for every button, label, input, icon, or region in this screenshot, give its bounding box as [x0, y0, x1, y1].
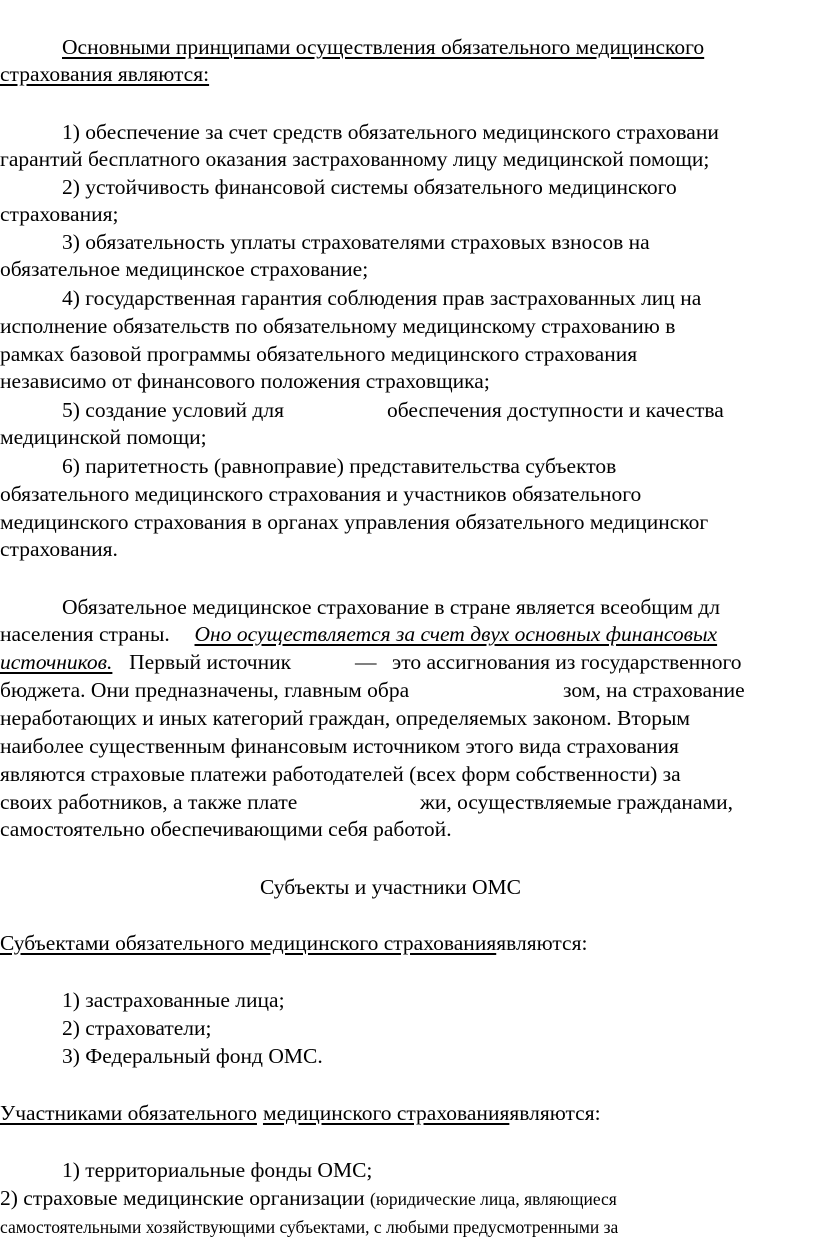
financing-line5: неработающих и иных категорий граждан, определяемых законом. Вторым [0, 706, 691, 730]
principle-5-line1b: обеспечения доступности и качества [387, 398, 724, 422]
principle-2-line2: страхования; [0, 202, 119, 226]
financing-line2-italic: Оно осуществляется за счет двух основных финансовых [194, 622, 718, 646]
principle-3-line2: обязательное медицинское страхование; [0, 257, 369, 281]
principles-heading-line2: страхования являются: [0, 62, 210, 86]
financing-line6: наиболее существенным финансовым источником этого вида страхования [0, 734, 679, 758]
principle-4-line2: исполнение обязательств по обязательному медицинскому страхованию в [0, 314, 676, 338]
principle-4-line4: независимо от финансового положения страховщика; [0, 369, 490, 393]
principle-3-line1: 3) обязательность уплаты страхователями страховых взносов на [62, 230, 650, 254]
financing-line4b: зом, на страхование [563, 678, 745, 702]
principle-6-line4: страхования. [0, 537, 118, 561]
subjects-intro-underlined: Субъектами обязательного медицинского страхования [0, 931, 497, 955]
principle-6-line1: 6) паритетность (равноправие) представительства субъектов [62, 454, 617, 478]
subject-item-1: 1) застрахованные лица; [62, 988, 285, 1012]
subject-item-2: 2) страхователи; [62, 1016, 212, 1040]
participant-item-2-note-b: самостоятельными хозяйствующими субъектами, с любыми предусмотренными за [0, 1217, 619, 1237]
participants-intro-rest: являются: [509, 1101, 601, 1125]
participant-item-1: 1) территориальные фонды ОМС; [62, 1158, 373, 1182]
financing-line3-dash: — [355, 650, 377, 674]
subject-item-3: 3) Федеральный фонд ОМС. [62, 1044, 323, 1068]
financing-line2-plain: населения страны. [0, 622, 170, 646]
financing-line4a: бюджета. Они предназначены, главным обра [0, 678, 410, 702]
financing-line3-plain-b: это ассигнования из государственного [392, 650, 742, 674]
financing-line3 [0, 649, 291, 675]
financing-line2 [0, 621, 717, 647]
financing-line1: Обязательное медицинское страхование в стране является всеобщим дл [62, 595, 720, 619]
financing-line7: являются страховые платежи работодателей (всех форм собственности) за [0, 762, 681, 786]
principles-heading-line1: Основными принципами осуществления обязательного медицинского [62, 35, 705, 59]
financing-line8a: своих работников, а также плате [0, 790, 298, 814]
principle-1-line1: 1) обеспечение за счет средств обязательного медицинского страховани [62, 120, 719, 144]
section-title: Субъекты и участники ОМС [260, 875, 521, 899]
principle-5-line2: медицинской помощи; [0, 425, 207, 449]
participant-item-2-note-a: (юридические лица, являющиеся [370, 1189, 617, 1209]
participant-item-2-main: 2) страховые медицинские организации [0, 1186, 365, 1210]
participants-intro-underlined-b: медицинского страхования [262, 1101, 510, 1125]
principle-4-line3: рамках базовой программы обязательного медицинского страхования [0, 342, 638, 366]
principle-6-line2: обязательного медицинского страхования и участников обязательного [0, 482, 642, 506]
financing-line3-italic: источников. [0, 650, 113, 674]
financing-line9: самостоятельно обеспечивающими себя работой. [0, 817, 452, 841]
participants-intro-underlined-a: Участниками обязательного [0, 1101, 257, 1125]
principle-6-line3: медицинского страхования в органах управления обязательного медицинског [0, 510, 709, 534]
principle-4-line1: 4) государственная гарантия соблюдения прав застрахованных лиц на [62, 286, 702, 310]
principle-5-line1a: 5) создание условий для [62, 398, 284, 422]
principle-1-line2: гарантий бесплатного оказания застрахованному лицу медицинской помощи; [0, 147, 710, 171]
participant-item-2 [0, 1185, 617, 1211]
subjects-intro-rest: являются: [496, 931, 588, 955]
participants-intro [0, 1100, 601, 1126]
principle-2-line1: 2) устойчивость финансовой системы обязательного медицинского [62, 175, 677, 199]
subjects-intro [0, 930, 587, 956]
financing-line8b: жи, осуществляемые гражданами, [420, 790, 733, 814]
financing-line3-plain-a: Первый источник [129, 650, 292, 674]
